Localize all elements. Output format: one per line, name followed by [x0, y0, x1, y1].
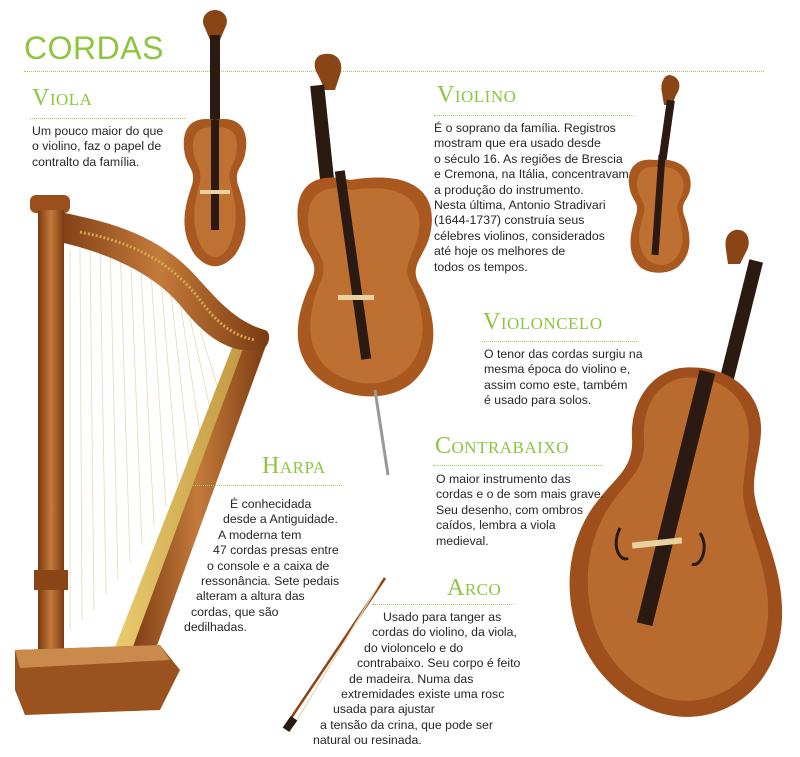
cello-illustration [290, 50, 450, 480]
text-line: caídos, lembra a viola [436, 518, 556, 533]
violoncelo-heading: Violoncelo [483, 309, 603, 335]
contrabaixo-rule [433, 465, 603, 466]
text-line: Um pouco maior do que [32, 124, 164, 138]
arco-rule [372, 604, 514, 605]
violoncelo-description [484, 347, 643, 409]
page-title: CORDAS [24, 30, 164, 66]
text-line: 47 cordas presas entre [213, 543, 339, 558]
text-line: assim como este, também [484, 377, 628, 392]
viola-description [32, 124, 163, 170]
violoncelo-rule [482, 341, 637, 342]
text-line: o século 16. As regiões de Brescia [434, 151, 623, 166]
text-line: de madeira. Numa das [349, 671, 474, 686]
text-line: dedilhadas. [184, 620, 247, 635]
text-line: É conhecidada [230, 497, 312, 511]
text-line: do violoncelo e do [364, 640, 464, 655]
text-line: cordas, que são [191, 604, 279, 619]
contrabaixo-heading: Contrabaixo [435, 433, 569, 459]
text-line: a tensão da crina, que pode ser [320, 717, 493, 732]
violino-description [434, 121, 629, 275]
text-line: a produção do instrumento. [434, 182, 584, 197]
contrabaixo-description [436, 472, 604, 549]
text-line: O maior instrumento das [436, 472, 571, 486]
viola-illustration [170, 10, 260, 270]
text-line: (1644-1737) construía seus [434, 213, 585, 228]
text-line: Usado para tanger as [383, 610, 502, 624]
text-line: é usado para solos. [484, 393, 592, 408]
text-line: todos os tempos. [434, 259, 528, 274]
text-line: extremidades existe uma rosc [341, 687, 505, 702]
text-line: mesma época do violino e, [484, 362, 631, 377]
arco-description [305, 610, 525, 749]
text-line: desde a Antiguidade. [223, 512, 338, 527]
text-line: ressonância. Sete pedais [201, 574, 340, 589]
text-line: contrabaixo. Seu corpo é feito [357, 656, 521, 671]
text-line: É o soprano da família. Registros [434, 121, 616, 135]
text-line: medieval. [436, 533, 489, 548]
text-line: cordas e o de som mais grave. [436, 487, 605, 502]
text-line: Nesta última, Antonio Stradivari [434, 198, 606, 213]
text-line: o console e a caixa de [207, 558, 330, 573]
viola-heading: Viola [32, 85, 93, 111]
text-line: natural ou resinada. [313, 733, 422, 748]
violino-rule [434, 115, 634, 116]
harpa-rule [190, 485, 342, 486]
violino-heading: Violino [437, 82, 517, 108]
text-line: A moderna tem [218, 527, 302, 542]
arco-heading: Arco [447, 575, 502, 601]
text-line: cordas do violino, da viola, [372, 625, 517, 640]
text-line: e Cremona, na Itália, concentravam [434, 167, 629, 182]
text-line: Seu desenho, com ombros [436, 502, 583, 517]
text-line: usada para ajustar [333, 702, 435, 717]
text-line: até hoje os melhores de [434, 244, 566, 259]
viola-rule [30, 118, 185, 119]
text-line: contralto da família. [32, 154, 140, 169]
harpa-heading: Harpa [262, 453, 326, 479]
text-line: alteram a altura das [196, 589, 305, 604]
text-line: o violino, faz o papel de [32, 139, 162, 154]
text-line: célebres violinos, considerados [434, 228, 605, 243]
text-line: O tenor das cordas surgiu na [484, 347, 643, 361]
text-line: mostram que era usado desde [434, 136, 601, 151]
